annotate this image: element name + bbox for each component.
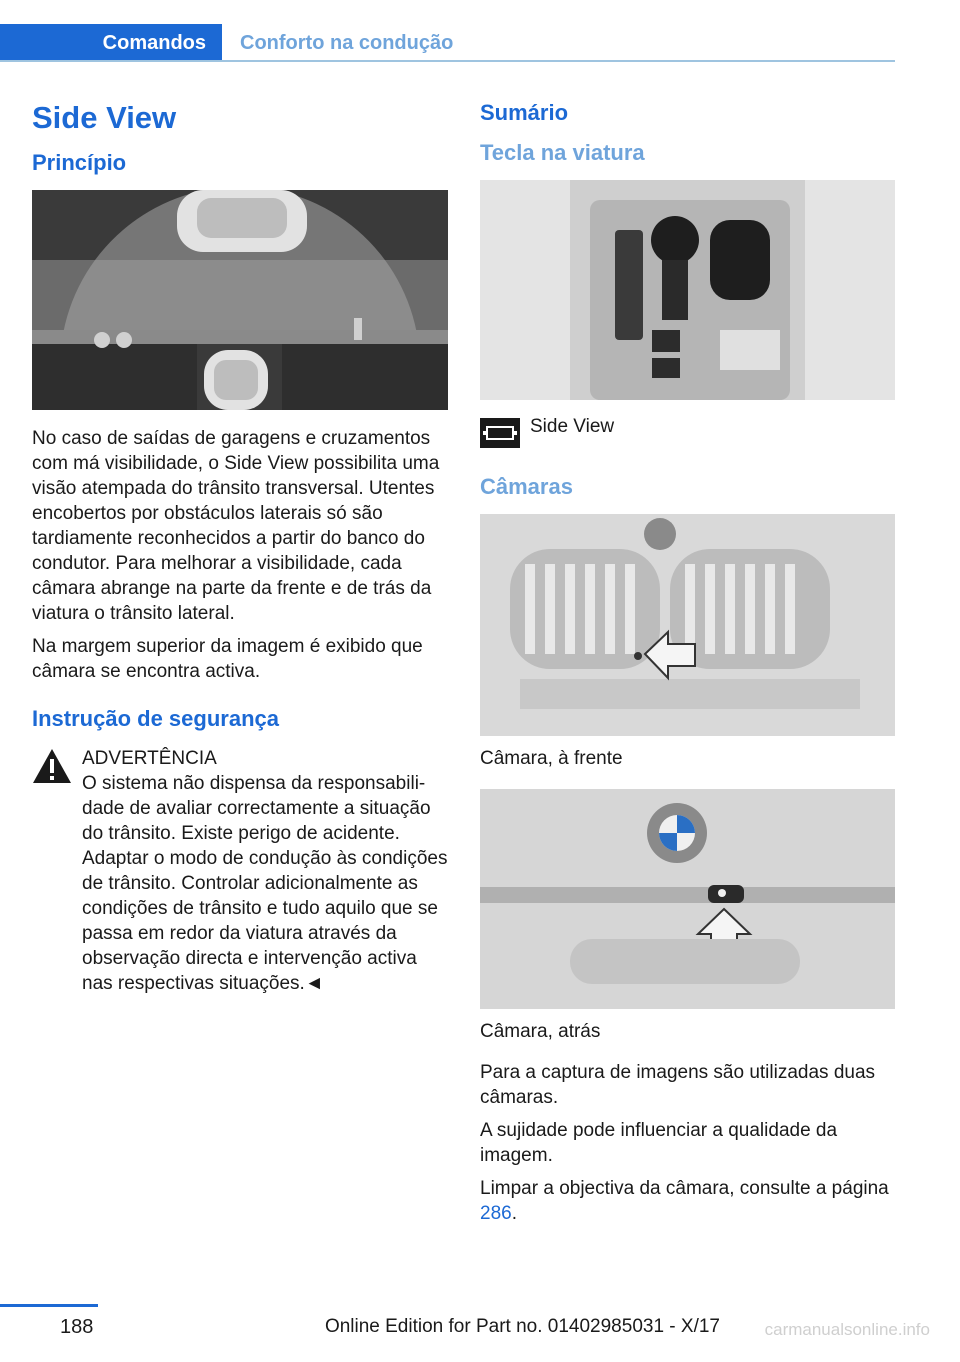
left-column: [32, 100, 448, 996]
side-view-button-icon: [480, 418, 520, 448]
cameras-paragraph-2: A sujidade pode influenciar a qualidade da imagem.: [480, 1120, 838, 1166]
front-camera-illustration: [480, 514, 895, 736]
footer-rule: [0, 1304, 98, 1307]
cameras-heading: Câmaras: [480, 474, 573, 499]
cameras-paragraph-3-end: .: [511, 1203, 517, 1224]
tab-conforto-na-conducao[interactable]: Conforto na condução: [240, 31, 454, 54]
edition-note: Online Edition for Part no. 01402985031 - X/17: [324, 1316, 720, 1337]
principle-heading: Princípio: [32, 150, 127, 175]
page-title: Side View: [32, 100, 177, 135]
summary-heading: Sumário: [480, 100, 569, 125]
warning-triangle-icon: [32, 748, 72, 784]
safety-heading: Instrução de segurança: [32, 706, 279, 731]
warning-text: O sistema não dispensa da responsabilidade de avaliar correctamente a situação do trânsito. Existe perigo de acidente. Adaptar o modo de condução às condições de trânsito. Controlar adicionalmente as condições de trânsito e tudo aquilo que se passa em redor da viatura através da observação directa e intervenção activa nas respectivas situações.◄: [82, 773, 448, 994]
cameras-paragraph-1: Para a captura de imagens são utilizadas duas câmaras.: [480, 1062, 876, 1108]
page-number: 188: [60, 1316, 94, 1338]
watermark: carmanualsonline.info: [764, 1320, 930, 1339]
front-camera-caption: Câmara, à frente: [480, 748, 623, 769]
warning-block: [32, 746, 448, 996]
cameras-paragraph-3-text: Limpar a objectiva da câmara, consulte a página: [480, 1178, 889, 1199]
cameras-paragraph-3: [480, 1176, 895, 1226]
tab-comandos[interactable]: Comandos: [0, 24, 222, 62]
button-heading: Tecla na viatura: [480, 140, 645, 165]
side-view-button-row: [480, 414, 895, 448]
principle-paragraph-1: No caso de saídas de garagens e cruzamentos com má visibilidade, o Side View possibilita uma visão atempada do trânsito transversal. Utentes encobertos por obstáculos laterais só são tardiamente reconhecidos a partir do banco do condutor. Para melhorar a visibilidade, cada câmara abrange na parte da frente e de trás da viatura o trânsito lateral.: [32, 428, 440, 624]
rear-camera-caption: Câmara, atrás: [480, 1021, 601, 1042]
side-view-button-label: Side View: [530, 416, 615, 437]
rear-camera-illustration: [480, 789, 895, 1009]
principle-paragraph-2: Na margem superior da imagem é exibido que câmara se encontra activa.: [32, 636, 423, 682]
center-console-illustration: [480, 180, 895, 400]
warning-label: ADVERTÊNCIA: [82, 748, 217, 769]
page-286-link[interactable]: 286: [480, 1203, 512, 1224]
right-column: [480, 100, 895, 1234]
side-view-principle-illustration: [32, 190, 448, 410]
header-rule: [0, 60, 895, 62]
